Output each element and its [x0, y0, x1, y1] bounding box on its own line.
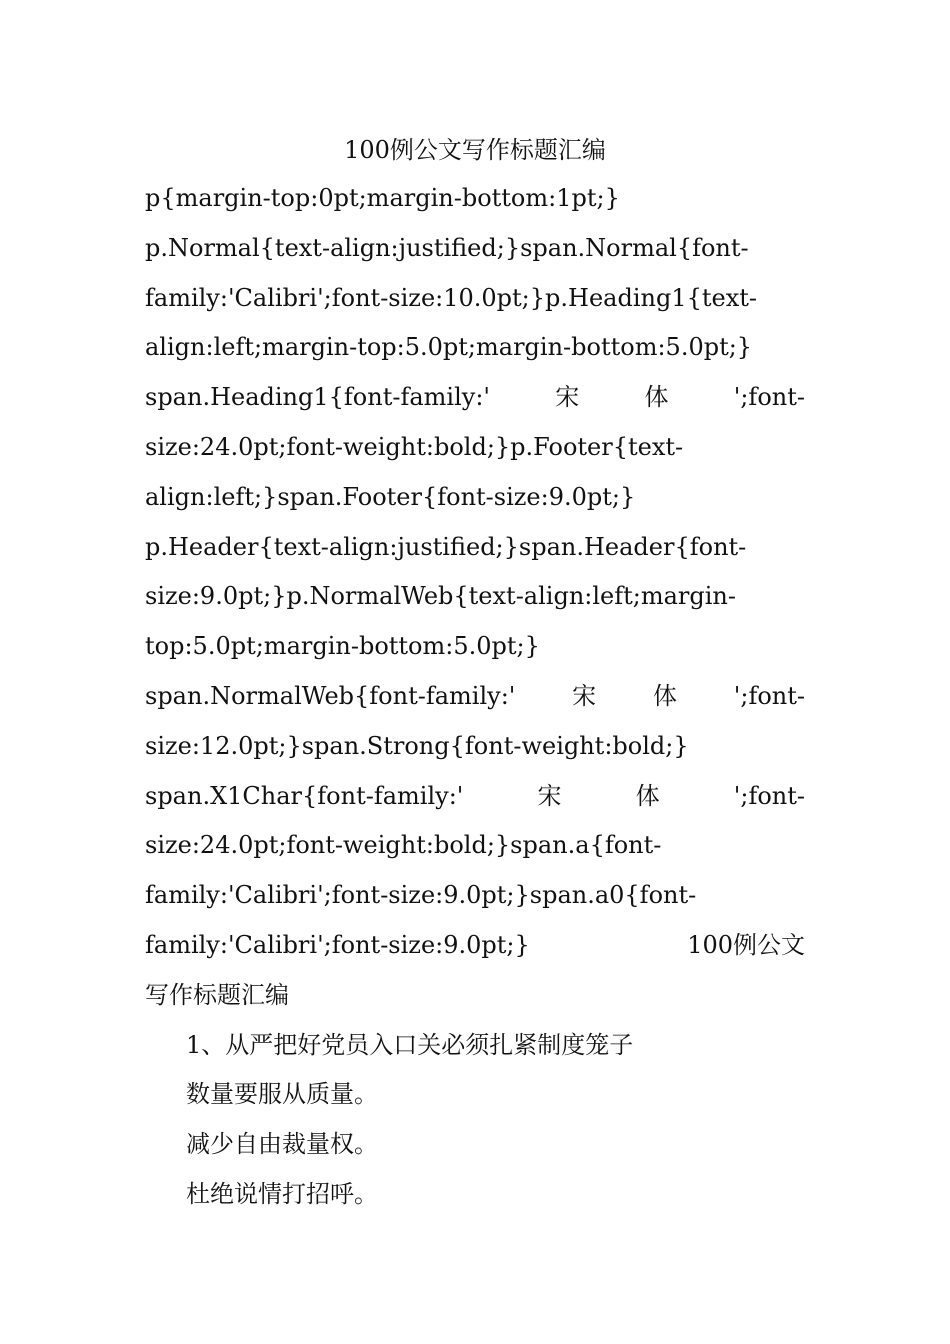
- css-line-14: size:24.0pt;font-weight:bold;}span.a{font-: [145, 831, 662, 860]
- css-line-11-part-2: 宋: [572, 681, 597, 710]
- css-line-3: family:'Calibri';font-size:10.0pt;}p.Heading1{text-: [145, 283, 757, 312]
- css-line-15: family:'Calibri';font-size:9.0pt;}span.a0{font-: [145, 881, 697, 910]
- css-line-13-part-4: ';font-: [733, 781, 805, 810]
- css-line-9: size:9.0pt;}p.NormalWeb{text-align:left;margin-: [145, 582, 736, 611]
- css-line-5-part-1: span.Heading1{font-family:': [145, 383, 490, 412]
- css-line-13-part-3: 体: [635, 781, 660, 810]
- css-line-1: p{margin-top:0pt;margin-bottom:1pt;}: [145, 184, 620, 212]
- css-line-13-part-1: span.X1Char{font-family:': [145, 781, 464, 810]
- css-line-5-part-4: ';font-: [733, 383, 805, 412]
- item-paragraph-3: 杜绝说情打招呼。: [186, 1179, 378, 1208]
- css-line-16: [145, 921, 805, 971]
- css-line-5-part-2: 宋: [555, 383, 580, 412]
- css-line-5-part-3: 体: [644, 383, 669, 412]
- css-line-11-part-4: ';font-: [733, 681, 805, 710]
- item-heading-1: 1、从严把好党员入口关必须扎紧制度笼子: [186, 1030, 634, 1059]
- css-line-17: 写作标题汇编: [145, 980, 289, 1009]
- css-line-4: align:left;margin-top:5.0pt;margin-bottom:5.0pt;}: [145, 333, 753, 362]
- item-paragraph-1: 数量要服从质量。: [186, 1080, 378, 1109]
- document-title: 100例公文写作标题汇编: [344, 136, 606, 164]
- css-line-10: top:5.0pt;margin-bottom:5.0pt;}: [145, 632, 540, 661]
- css-line-7: align:left;}span.Footer{font-size:9.0pt;}: [145, 482, 636, 511]
- css-line-11-part-3: 体: [652, 681, 677, 710]
- css-line-13: [145, 772, 805, 822]
- css-line-13-part-2: 宋: [537, 781, 562, 810]
- css-line-2: p.Normal{text-align:justified;}span.Normal{font-: [145, 233, 749, 262]
- css-line-6: size:24.0pt;font-weight:bold;}p.Footer{text-: [145, 432, 684, 461]
- document-body: [145, 174, 805, 1220]
- item-paragraph-2: 减少自由裁量权。: [186, 1130, 378, 1159]
- css-line-16-part-2: 100例公文: [687, 930, 805, 959]
- css-line-11: [145, 672, 805, 722]
- css-line-16-part-1: family:'Calibri';font-size:9.0pt;}: [145, 930, 530, 959]
- css-line-11-part-1: span.NormalWeb{font-family:': [145, 681, 516, 710]
- css-line-12: size:12.0pt;}span.Strong{font-weight:bold;}: [145, 731, 689, 760]
- css-line-8: p.Header{text-align:justified;}span.Header{font-: [145, 532, 747, 561]
- css-line-5: [145, 373, 805, 423]
